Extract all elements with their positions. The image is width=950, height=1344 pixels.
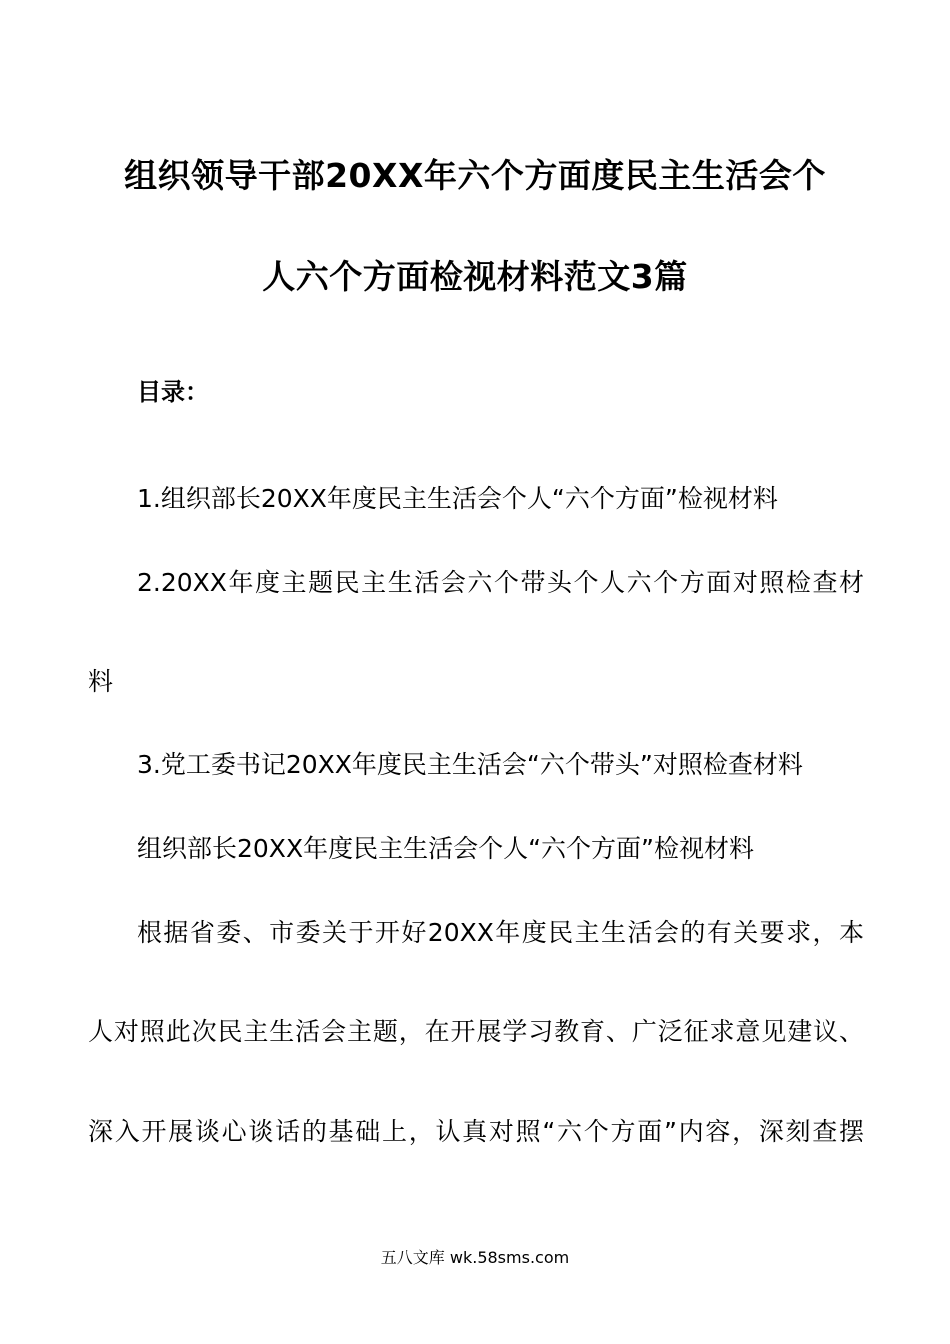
toc-label: 目录：: [137, 378, 209, 406]
section-heading: 组织部长20XX年度民主生活会个人“六个方面”检视材料: [137, 834, 754, 863]
document-title-line-1: 组织领导干部20XX年六个方面度民主生活会个: [124, 156, 826, 195]
body-line-1: 根据省委、市委关于开好20XX年度民主生活会的有关要求，本: [137, 918, 864, 947]
footer-watermark: 五八文库 wk.58sms.com: [380, 1248, 570, 1267]
toc-item-1: 1.组织部长20XX年度民主生活会个人“六个方面”检视材料: [137, 484, 778, 513]
toc-item-2: 2.20XX年度主题民主生活会六个带头个人六个方面对照检查材: [137, 568, 864, 597]
body-line-2: 人对照此次民主生活会主题，在开展学习教育、广泛征求意见建议、: [88, 1017, 864, 1046]
toc-item-2-continued: 料: [88, 667, 114, 696]
body-line-3: 深入开展谈心谈话的基础上，认真对照“六个方面”内容，深刻查摆: [88, 1117, 864, 1146]
toc-item-3: 3.党工委书记20XX年度民主生活会“六个带头”对照检查材料: [137, 750, 803, 779]
document-title-line-2: 人六个方面检视材料范文3篇: [262, 257, 688, 296]
